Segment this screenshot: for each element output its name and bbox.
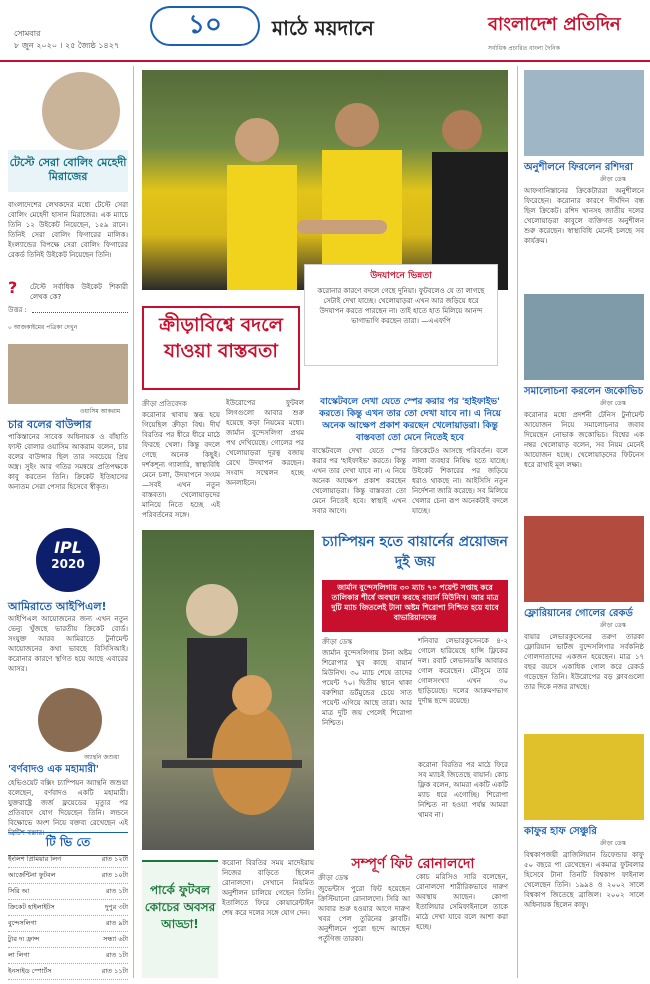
tv-show-name: বুন্দেসলিগা [8,919,37,927]
photo-caption-body: করোনার কারণে বদলে গেছে দুনিয়া। ফুটবলেও যে তা লাগছে সেটাই দেখা যাচ্ছে। খেলোয়াড়রা এখন আর জড়িয়ে ধরে উদযাপন করতে পারছেন না। তাই হাতে হাত মিলিয়ে আনন্দ ভাগাভাগি করছেন তারা। —এএফপি [317,287,485,325]
photo-coach-with-dog [142,530,314,850]
tv-schedule-row [8,948,128,964]
tv-schedule-row [8,964,128,980]
story-headline[interactable]: কাফুর হাফ সেঞ্চুরি [524,826,597,837]
tv-schedule-list [8,852,128,980]
logo-tagline: সর্বাধিক প্রচারিত বাংলা দৈনিক [488,45,560,52]
tv-show-time: সন্ধ্যা ৬টা [103,935,128,943]
players-illustration [142,70,508,290]
column-divider [517,66,518,978]
story-headline[interactable]: টেস্টে সেরা বোলিং মেহেদী মিরাজের [8,150,128,192]
tv-show-name: ক্রিকেট হাইলাইটস [8,903,55,911]
story-body: করোনার থাবায় স্তব্ধ হয়ে গিয়েছিল ক্রীড়া বিশ্ব। দীর্ঘ বিরতির পর ধীরে ধীরে মাঠে ফিরছে খেলা। কিন্তু বদলে গেছে অনেক কিছুই। দর্শকশূন্য গ্যালারি, স্বাস্থ্যবিধি মেনে চলা, উদযাপনে সংযম—সবই এখন নতুন বাস্তবতা। খেলোয়াড়দের মানিয়ে নিতে হচ্ছে এই পরিবর্তনের সঙ্গে। [142,411,220,519]
header-day: সোমবার [14,29,41,38]
story-headline[interactable]: সমালোচনা করলেন জকোভিচ [524,386,644,397]
story-body: বাস্কেটবলে দেখা যেতে স্পের করার পর 'হাইফাইভ' করতে। কিন্তু এখন তার দেখা যাবে না। এ নিয়ে অনেক আক্ষেপ প্রকাশ করছেন খেলোয়াড়রা। কিন্তু বাস্তবতা তো মেনে নিতেই হবে। স্বাস্থ্যই এখন সবার আগে। [312,447,406,515]
player-photo-miraz [42,72,120,150]
section-title: মাঠে ময়দানে [272,16,374,40]
story-kicker: জার্মান বুন্দেসলিগায় ৩০ ম্যাচ ৭০ পয়েন্ট সপ্তাহ করে তালিকার শীর্ষে অবস্থান করছে বায়ার্ন মিউনিখ। আর মাত্র দুটি ম্যাচ জিতলেই টানা অষ্টম শিরোপা নিশ্চিত হয়ে যাবে বাভারিয়ানদের [322,580,508,632]
photo-wasim-akram [8,344,128,404]
tv-show-time: রাত ১২টা [101,855,128,863]
photo-credit: ওয়াসিম আকরাম [80,408,121,415]
photo-caption: পার্কে ফুটবল কোচের অবসর আড্ডা! [142,860,218,978]
quiz-question: টেস্টে সর্বাধিক উইকেট শিকারী লেখক কে? [30,283,128,301]
tv-schedule-row [8,916,128,932]
story-body: পাকিস্তানের সাবেক অধিনায়ক ও বাঁহাতি ফাস্ট বোলার ওয়াসিম আকরাম বলেন, চার বলের বাউন্সার ছিল তার সবচেয়ে প্রিয় অস্ত্র। সুইং আর গতির সমন্বয়ে প্রতিপক্ষকে কাবু করতেন তিনি। ক্রিকেট ইতিহাসের অন্যতম সেরা পেসার হিসেবে স্বীকৃত। [8,433,128,491]
tv-schedule-row [8,868,128,884]
quiz-answer-label: উত্তর : [8,306,27,314]
story-credit: ক্রীড়া ডেস্ক [600,176,626,183]
tv-schedule [8,832,128,978]
story-credit: ক্রীড়া ডেস্ক [600,400,626,407]
tv-show-name: লা লিগা [8,951,30,959]
ipl-logo-year: 2020 [51,557,85,571]
tv-show-time: রাত ১টা [105,951,128,959]
photo-dortmund-players [142,70,508,290]
tv-show-name: সিরি আ [8,887,30,895]
answer-line[interactable] [32,312,128,313]
page-number: ১০ [150,6,260,46]
tv-show-name: ইংলিশ প্রিমিয়ার লিগ [8,855,62,863]
story-headline[interactable]: ফ্লোরিয়ানের গোলের রেকর্ড [524,608,633,619]
story-body: বিশ্বকাপজয়ী ব্রাজিলিয়ান ডিফেন্ডার কাফু ৫০ বছরে পা রেখেছেন। একমাত্র ফুটবলার হিসেবে টানা তিনটি বিশ্বকাপ ফাইনাল খেলেছেন তিনি। ১৯৯৪ ও ২০০২ সালে বিশ্বকাপ জিতেছে ব্রাজিল। ২০০২ সালে অধিনায়ক ছিলেন কাফু। [524,851,644,909]
header-date: ৮ জুন ২০২০ । ২৫ জ্যৈষ্ঠ ১৪২৭ [14,41,120,50]
story-body: শনিবার লেভারকুসেনকে ৪-২ গোলে হারিয়েছে হান্সি ফ্লিকের দল। রবার্ট লেভানডস্কি আবারও গোল করেছেন। মৌসুমে তার গোলসংখ্যা এখন ৩০ ছাড়িয়েছে। দলের আক্রমণভাগ দুর্দান্ত ছন্দে রয়েছে। [418,637,508,705]
tv-schedule-row [8,900,128,916]
ipl-logo-text: IPL [54,538,82,557]
photo-cafu [524,734,644,820]
tv-show-time: রাত ১১টা [101,967,128,975]
story-credit: ক্রীড়া ডেস্ক [600,622,626,629]
story-body: ক্রিকেটেও আসছে পরিবর্তন। বলে লালা ব্যবহার নিষিদ্ধ হতে যাচ্ছে। উইকেট শিকারের পর জড়িয়ে ধরাও থাকছে না। আইসিসি নতুন নির্দেশনা জারি করেছে। সব মিলিয়ে খেলার চেনা রূপ অনেকটাই বদলে যাচ্ছে। [412,447,508,515]
quiz-note: ০ আজকাইমের পত্রিকা দেখুন [8,324,78,331]
story-body: বায়ার লেভারকুসেনের তরুণ তারকা ফ্লোরিয়ান ভার্টজ বুন্দেসলিগার সর্বকনিষ্ঠ গোলদাতাদের একজন হয়েছেন। মাত্র ১৭ বছর বয়সে একাধিক গোল করে রেকর্ড গড়েছেন তিনি। ইউরোপের বড় ক্লাবগুলো তার দিকে নজর রাখছে। [524,633,644,691]
story-headline[interactable]: চার বলের বাউন্সার [8,418,92,431]
story-headline[interactable]: 'বর্ণবাদও এক মহামারী' [8,764,99,775]
story-headline[interactable]: অনুশীলনে ফিরলেন রশিদরা [524,162,633,173]
coach-illustration [142,530,314,850]
photo-credit: অ্যান্থনি জশুয়া [84,754,120,761]
story-body: করোনার মধ্যে প্রদর্শনী টেনিস টুর্নামেন্ট আয়োজন নিয়ে সমালোচনার জবাব দিয়েছেন নোভাক জকোভিচ। বিশ্বের এক নম্বর খেলোয়াড় বলেন, সব নিয়ম মেনেই আয়োজন হচ্ছে। খেলোয়াড়দের ফিটনেস ধরে রাখাই মূল লক্ষ্য। [524,411,644,469]
story-credit: ক্রীড়া ডেস্ক [600,840,626,847]
photo-caption-title: উদযাপনে ভিন্নতা [370,271,432,281]
question-icon: ? [8,278,18,297]
ipl-logo [36,528,100,592]
photo-rashid-khan [524,70,644,156]
story-headline[interactable]: আমিরাতে আইপিএল! [8,600,107,613]
tv-show-name: আর্জেন্টিনা ফুটবল [8,871,56,879]
tv-schedule-row [8,884,128,900]
photo-caption-box [304,264,498,366]
tv-schedule-row [8,852,128,868]
story-credit: ক্রীড়া প্রতিবেদক [142,400,187,408]
story-credit: ক্রীড়া ডেস্ক [322,638,353,646]
main-headline[interactable]: চ্যাম্পিয়ন হতে বায়ার্নের প্রয়োজন দুই জয় [322,534,508,570]
logo-text: বাংলাদেশ প্রতিদিন [488,14,621,35]
story-body: হেভিওয়েট বক্সিং চ্যাম্পিয়ন অ্যান্থনি জশুয়া বলেছেন, বর্ণবাদও একটি মহামারী। যুক্তরাষ্ট্রে জর্জ ফ্লয়েডের মৃত্যুর পর প্রতিবাদে যোগ দিয়েছেন তিনি। লন্ডনে বিক্ষোভে অংশ নিয়ে বক্তব্য রেখেছেন এই ব্রিটিশ বক্সার। [8,779,128,837]
story-body: করোনা বিরতির পর মাঠে ফিরে সব ম্যাচই জিতেছে বায়ার্ন। কোচ ফ্লিক বলেন, আমরা একটি একটি ম্যাচ ধরে এগোচ্ছি। শিরোপা নিশ্চিত না হওয়া পর্যন্ত আমরা থামব না। [418,761,508,819]
column-divider [133,66,134,978]
story-body: আইপিএল আয়োজনের জন্য এখন নতুন ভেন্যু খুঁজছে ভারতীয় ক্রিকেট বোর্ড। সংযুক্ত আরব আমিরাতে টুর্নামেন্ট আয়োজনের কথা ভাবছে বিসিসিআই। করোনার কারণে স্থগিত হয়ে আছে এবারের আসর। [8,615,128,673]
tv-show-time: দুপুর ৩টা [104,903,128,911]
tv-show-time: রাত ১০টা [101,871,128,879]
story-body: করোনা বিরতির সময় মাদেইরায় নিজের বাড়িতে ছিলেন রোনালদো। সেখানে নিয়মিত অনুশীলন চালিয়ে গেছেন তিনি। ইতালিতে ফিরে কোয়ারেন্টাইন শেষ করে দলের সঙ্গে যোগ দেন। [222,859,314,917]
story-kicker: বাস্কেটবলে দেখা যেতে স্পের করার পর 'হাইফাইভ' করতে। কিন্তু এখন তার তো দেখা যাবে না। এ নিয়ে অনেক আক্ষেপ প্রকাশ করছেন খেলোয়াড়রা। কিন্তু বাস্তবতা তো মেনে নিতেই হবে [319,397,501,443]
story-body: ইউরোপের ফুটবল লিগগুলো আবার শুরু হয়েছে কড়া নিয়মের মধ্যে। জার্মান বুন্দেসলিগা প্রথম পথ দেখিয়েছে। গোলের পর খেলোয়াড়রা দূরত্ব বজায় রেখে উদযাপন করছেন। সংবাদ সম্মেলন হচ্ছে অনলাইনে। [226,399,304,487]
story-credit: ক্রীড়া ডেস্ক [318,874,349,882]
main-headline[interactable]: সম্পূর্ণ ফিট রোনালদো [351,856,475,872]
story-body: জুভেন্টাস পুরো ফিট হয়েছেন ক্রিস্টিয়ানো রোনালদো। সিরি আ আবার শুরু হওয়ার আগে দারুণ খবর পেল তুরিনের ক্লাবটি। অনুশীলনে পুরো ছন্দে আছেন পর্তুগিজ তারকা। [318,885,410,943]
story-body: বাংলাদেশের লেখকদের মধ্যে টেস্টে সেরা বোলিং মেহেদী হাসান মিরাজের। এক ম্যাচে তিনি ১২ উইকেট নিয়েছেন, ১৫৯ রানে। তিনিই সেরা বোলিং ফিগারের মালিক। ইংল্যান্ডের বিপক্ষে সেরা বোলিং ফিগারের রেকর্ড তিনিই উইকেট নিয়েছেন তিনি। [8,201,128,259]
photo-novak-djokovic [524,294,644,380]
tv-schedule-header: টি ভি তে [8,832,128,856]
photo-florian-wirtz [524,516,644,602]
tv-show-time: রাত ৯টা [105,919,128,927]
tv-show-name: ট্যুর দ্য ফ্রান্স [8,935,40,943]
tv-schedule-row [8,932,128,948]
story-body: কোচ মরিসিও সারি বলেছেন, রোনালদো শারীরিকভাবে দারুণ অবস্থায় আছেন। কোপা ইতালিয়ার সেমিফাইনালে তাকে মাঠে দেখা যাবে বলে আশা করা হচ্ছে। [416,873,508,931]
main-headline[interactable]: ক্রীড়াবিশ্বে বদলে যাওয়া বাস্তবতা [142,306,300,390]
tv-show-time: রাত ১টা [105,887,128,895]
story-body: আফগানিস্তানের ক্রিকেটাররা অনুশীলনে ফিরেছেন। করোনার কারণে দীর্ঘদিন বন্ধ ছিল ক্রিকেট। রশিদ খানসহ জাতীয় দলের খেলোয়াড়রা কাবুলে ব্যক্তিগত অনুশীলন শুরু করেছেন। স্বাস্থ্যবিধি মেনেই চলছে সব কার্যক্রম। [524,187,644,245]
tv-show-name: ইনসাইড স্পোর্টস [8,967,52,975]
photo-anthony-joshua [38,688,102,752]
story-body: জার্মান বুন্দেসলিগায় টানা অষ্টম শিরোপার খুব কাছে বায়ার্ন মিউনিখ। ৩০ ম্যাচ শেষে তাদের পয়েন্ট ৭০। দ্বিতীয় স্থানে থাকা বরুশিয়া ডর্টমুন্ডের চেয়ে সাত পয়েন্ট এগিয়ে আছে তারা। আর মাত্র দুটি জয় পেলেই শিরোপা নিশ্চিত। [322,649,412,727]
quiz-box [8,278,128,338]
newspaper-logo[interactable] [488,10,638,50]
